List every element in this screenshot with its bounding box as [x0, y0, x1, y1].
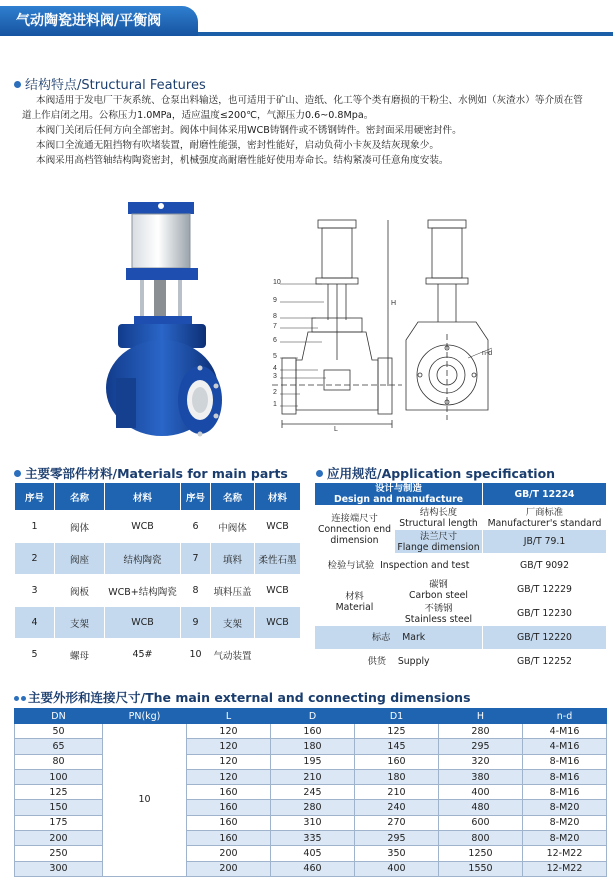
drawing-labels	[268, 210, 508, 450]
connection-label-en: Connection end	[317, 524, 392, 535]
inspection-cell	[315, 554, 483, 578]
inspection-zh: 检验与试验	[327, 560, 375, 571]
feature-line: 本阀门关闭后任何方向全部密封。阀体中间体采用WCB铸钢件或不锈钢铸件。密封面采用硬密封件。	[36, 125, 462, 136]
table-cell: 6	[181, 511, 211, 543]
dimensions-heading	[14, 688, 471, 706]
table-cell: 175	[15, 815, 103, 830]
dimensions-title: 主要外形和连接尺寸/The main external and connecting dimensions	[28, 690, 471, 705]
part-number-label: 9	[273, 297, 277, 304]
materials-table	[14, 482, 301, 671]
table-cell: 气动装置	[211, 639, 255, 671]
column-header: DN	[15, 709, 103, 724]
design-label-en: Design and manufacture	[333, 494, 464, 505]
table-cell: 8-M20	[523, 815, 607, 830]
supply-standard: GB/T 12252	[483, 650, 607, 674]
table-cell: 480	[439, 800, 523, 815]
table-cell: WCB	[255, 511, 301, 543]
table-cell: 160	[187, 800, 271, 815]
feature-line: 本阀采用高档管轴结构陶瓷密封，机械强度高耐磨性能好使用寿命长。结构紧凑可任意角度安装。	[36, 155, 449, 166]
table-cell: 中阀体	[211, 511, 255, 543]
feature-line: 本阀口全流通无阻挡物有吹堵装置，耐磨性能强，密封性能好，启动负荷小卡灰及结灰现象少。	[36, 140, 439, 151]
table-cell: 结构陶瓷	[105, 543, 181, 575]
column-header: 名称	[211, 483, 255, 511]
table-row	[15, 639, 301, 671]
carbon-steel-cell	[395, 578, 483, 602]
length-dimension-label: L	[334, 426, 338, 433]
material-zh: 材料	[345, 590, 364, 602]
stainless-steel-zh: 不锈钢	[424, 602, 453, 614]
features-heading	[14, 74, 206, 93]
feature-line: 本阀适用于发电厂干灰系统、仓泵出料输送，也可适用于矿山、造纸、化工等个类有磨损的干粉尘、水例如（灰渣水）等介质在管	[36, 95, 583, 106]
part-number-label: 8	[273, 313, 277, 320]
part-number-label: 1	[273, 401, 277, 408]
table-cell: 120	[187, 724, 271, 739]
table-cell: 4	[15, 607, 55, 639]
table-cell: 800	[439, 831, 523, 846]
application-heading	[316, 464, 555, 482]
table-row	[315, 650, 607, 674]
table-cell: 300	[15, 861, 103, 876]
table-cell: 210	[355, 785, 439, 800]
table-cell: 8-M16	[523, 769, 607, 784]
stainless-steel-en: Stainless steel	[404, 613, 473, 625]
table-cell: 160	[187, 831, 271, 846]
table-cell: 1250	[439, 846, 523, 861]
table-cell: 8-M16	[523, 754, 607, 769]
carbon-steel-zh: 碳钢	[429, 578, 448, 590]
design-cell	[315, 483, 483, 506]
table-cell: 460	[271, 861, 355, 876]
material-cell	[315, 578, 395, 626]
table-cell: 阀体	[55, 511, 105, 543]
column-header: 序号	[15, 483, 55, 511]
table-cell: 200	[187, 861, 271, 876]
valve-photo	[88, 188, 248, 458]
table-cell: 145	[355, 739, 439, 754]
table-row	[315, 506, 607, 530]
table-cell: 120	[187, 769, 271, 784]
part-number-label: 6	[273, 337, 277, 344]
part-number-label: 5	[273, 353, 277, 360]
bolt-hole-label: n-d	[482, 350, 493, 357]
table-cell: 1550	[439, 861, 523, 876]
column-header: 序号	[181, 483, 211, 511]
table-cell: 4-M16	[523, 724, 607, 739]
part-number-label: 10	[273, 279, 281, 286]
table-cell: 150	[15, 800, 103, 815]
table-cell: 45#	[105, 639, 181, 671]
table-cell: 600	[439, 815, 523, 830]
table-cell: WCB	[255, 607, 301, 639]
bullet-icon	[14, 470, 21, 477]
table-row	[315, 626, 607, 650]
material-en: Material	[335, 601, 374, 613]
part-number-label: 4	[273, 365, 277, 372]
structural-length-cell	[395, 506, 483, 530]
table-cell: WCB	[105, 511, 181, 543]
feature-line: 道上作启闭之用。公称压力1.0MPa，适应温度≤200℃，气源压力0.6~0.8Mpa。	[22, 110, 374, 121]
connection-cell	[315, 506, 395, 554]
structural-length-standard	[483, 506, 607, 530]
table-row	[15, 543, 301, 575]
table-row	[15, 511, 301, 543]
table-cell: 4-M16	[523, 739, 607, 754]
table-cell: 50	[15, 724, 103, 739]
page-title: 气动陶瓷进料阀/平衡阀	[0, 6, 198, 36]
materials-heading	[14, 464, 288, 482]
table-cell: 柔性石墨	[255, 543, 301, 575]
carbon-steel-en: Carbon steel	[409, 589, 468, 601]
table-cell: 380	[439, 769, 523, 784]
inspection-en: Inspection and test	[380, 560, 470, 571]
part-number-label: 2	[273, 389, 277, 396]
bullet-icon	[14, 696, 19, 701]
standard-en: Manufacturer's standard	[487, 517, 602, 529]
table-row	[315, 578, 607, 602]
flange-dimension-zh: 法兰尺寸	[419, 530, 458, 542]
column-header: 材料	[105, 483, 181, 511]
table-cell: 125	[15, 785, 103, 800]
table-cell: 120	[187, 754, 271, 769]
table-header-row	[315, 483, 607, 506]
bullet-icon	[21, 696, 26, 701]
application-table	[314, 482, 607, 674]
column-header: PN(kg)	[103, 709, 187, 724]
table-cell: 5	[15, 639, 55, 671]
table-cell: 65	[15, 739, 103, 754]
table-cell: 填料压盖	[211, 575, 255, 607]
table-cell: 1	[15, 511, 55, 543]
dimensions-table	[14, 708, 607, 877]
features-body	[22, 93, 597, 168]
column-header: H	[439, 709, 523, 724]
height-dimension-label: H	[391, 300, 397, 307]
table-row	[15, 724, 607, 739]
table-cell: 295	[355, 831, 439, 846]
table-cell: 125	[355, 724, 439, 739]
table-cell: 支架	[211, 607, 255, 639]
table-cell: 335	[271, 831, 355, 846]
part-number-label: 7	[273, 323, 277, 330]
table-cell: 245	[271, 785, 355, 800]
table-cell: 10	[181, 639, 211, 671]
table-cell: 160	[271, 724, 355, 739]
table-cell: 280	[271, 800, 355, 815]
table-cell: WCB	[255, 575, 301, 607]
table-cell: 280	[439, 724, 523, 739]
table-header-row	[15, 483, 301, 511]
mark-en: Mark	[402, 632, 426, 643]
table-cell: 310	[271, 815, 355, 830]
column-header: D1	[355, 709, 439, 724]
design-standard: GB/T 12224	[483, 483, 607, 506]
design-label-zh: 设计与制造	[375, 483, 422, 494]
flange-standard: JB/T 79.1	[483, 530, 607, 554]
supply-cell	[315, 650, 483, 674]
materials-title: 主要零部件材料/Materials for main parts	[25, 466, 288, 481]
mark-zh: 标志	[371, 632, 391, 643]
table-cell: WCB	[105, 607, 181, 639]
table-cell: 12-M22	[523, 861, 607, 876]
table-cell: 阀座	[55, 543, 105, 575]
standard-zh: 厂商标准	[525, 506, 564, 518]
column-header: 名称	[55, 483, 105, 511]
connection-label-en: dimension	[330, 535, 379, 546]
table-cell: 8-M20	[523, 800, 607, 815]
table-cell	[255, 639, 301, 671]
table-row	[15, 607, 301, 639]
table-cell: 100	[15, 769, 103, 784]
column-header: L	[187, 709, 271, 724]
flange-dimension-cell	[395, 530, 483, 554]
table-cell: 7	[181, 543, 211, 575]
table-cell: 8-M20	[523, 831, 607, 846]
table-cell: 210	[271, 769, 355, 784]
connection-label-zh: 连接端尺寸	[331, 513, 378, 524]
table-cell: 80	[15, 754, 103, 769]
table-cell: 405	[271, 846, 355, 861]
structural-length-en: Structural length	[399, 517, 478, 529]
table-cell: 180	[271, 739, 355, 754]
table-cell: 螺母	[55, 639, 105, 671]
table-cell: 2	[15, 543, 55, 575]
application-title: 应用规范/Application specification	[327, 466, 556, 481]
table-cell: 270	[355, 815, 439, 830]
structural-length-zh: 结构长度	[419, 506, 458, 518]
table-cell: WCB+结构陶瓷	[105, 575, 181, 607]
table-cell: 295	[439, 739, 523, 754]
table-cell: 400	[355, 861, 439, 876]
table-cell: 12-M22	[523, 846, 607, 861]
table-header-row	[15, 709, 607, 724]
table-cell: 填料	[211, 543, 255, 575]
carbon-steel-standard: GB/T 12229	[483, 578, 607, 602]
bullet-icon	[316, 470, 323, 477]
column-header: n-d	[523, 709, 607, 724]
table-cell: 240	[355, 800, 439, 815]
table-cell: 支架	[55, 607, 105, 639]
supply-zh: 供货	[367, 656, 387, 667]
supply-en: Supply	[397, 656, 430, 667]
stainless-steel-standard: GB/T 12230	[483, 602, 607, 626]
mark-standard: GB/T 12220	[483, 626, 607, 650]
table-cell: 160	[355, 754, 439, 769]
bullet-icon	[14, 81, 21, 88]
features-title: 结构特点/Structural Features	[25, 78, 206, 93]
table-cell: 3	[15, 575, 55, 607]
flange-dimension-en: Flange dimension	[397, 541, 480, 553]
table-cell: 160	[187, 815, 271, 830]
table-cell: 200	[187, 846, 271, 861]
stainless-steel-cell	[395, 602, 483, 626]
table-cell: 180	[355, 769, 439, 784]
table-cell: 350	[355, 846, 439, 861]
table-cell: 400	[439, 785, 523, 800]
inspection-standard: GB/T 9092	[483, 554, 607, 578]
table-cell: 320	[439, 754, 523, 769]
mark-cell	[315, 626, 483, 650]
column-header: D	[271, 709, 355, 724]
table-cell: 9	[181, 607, 211, 639]
part-number-label: 3	[273, 373, 277, 380]
table-cell: 195	[271, 754, 355, 769]
table-cell: 250	[15, 846, 103, 861]
table-row	[315, 554, 607, 578]
table-cell: 120	[187, 739, 271, 754]
column-header: 材料	[255, 483, 301, 511]
table-cell: 200	[15, 831, 103, 846]
pn-cell: 10	[103, 724, 187, 877]
table-cell: 8	[181, 575, 211, 607]
table-cell: 160	[187, 785, 271, 800]
table-row	[15, 575, 301, 607]
table-cell: 阀板	[55, 575, 105, 607]
table-cell: 8-M16	[523, 785, 607, 800]
